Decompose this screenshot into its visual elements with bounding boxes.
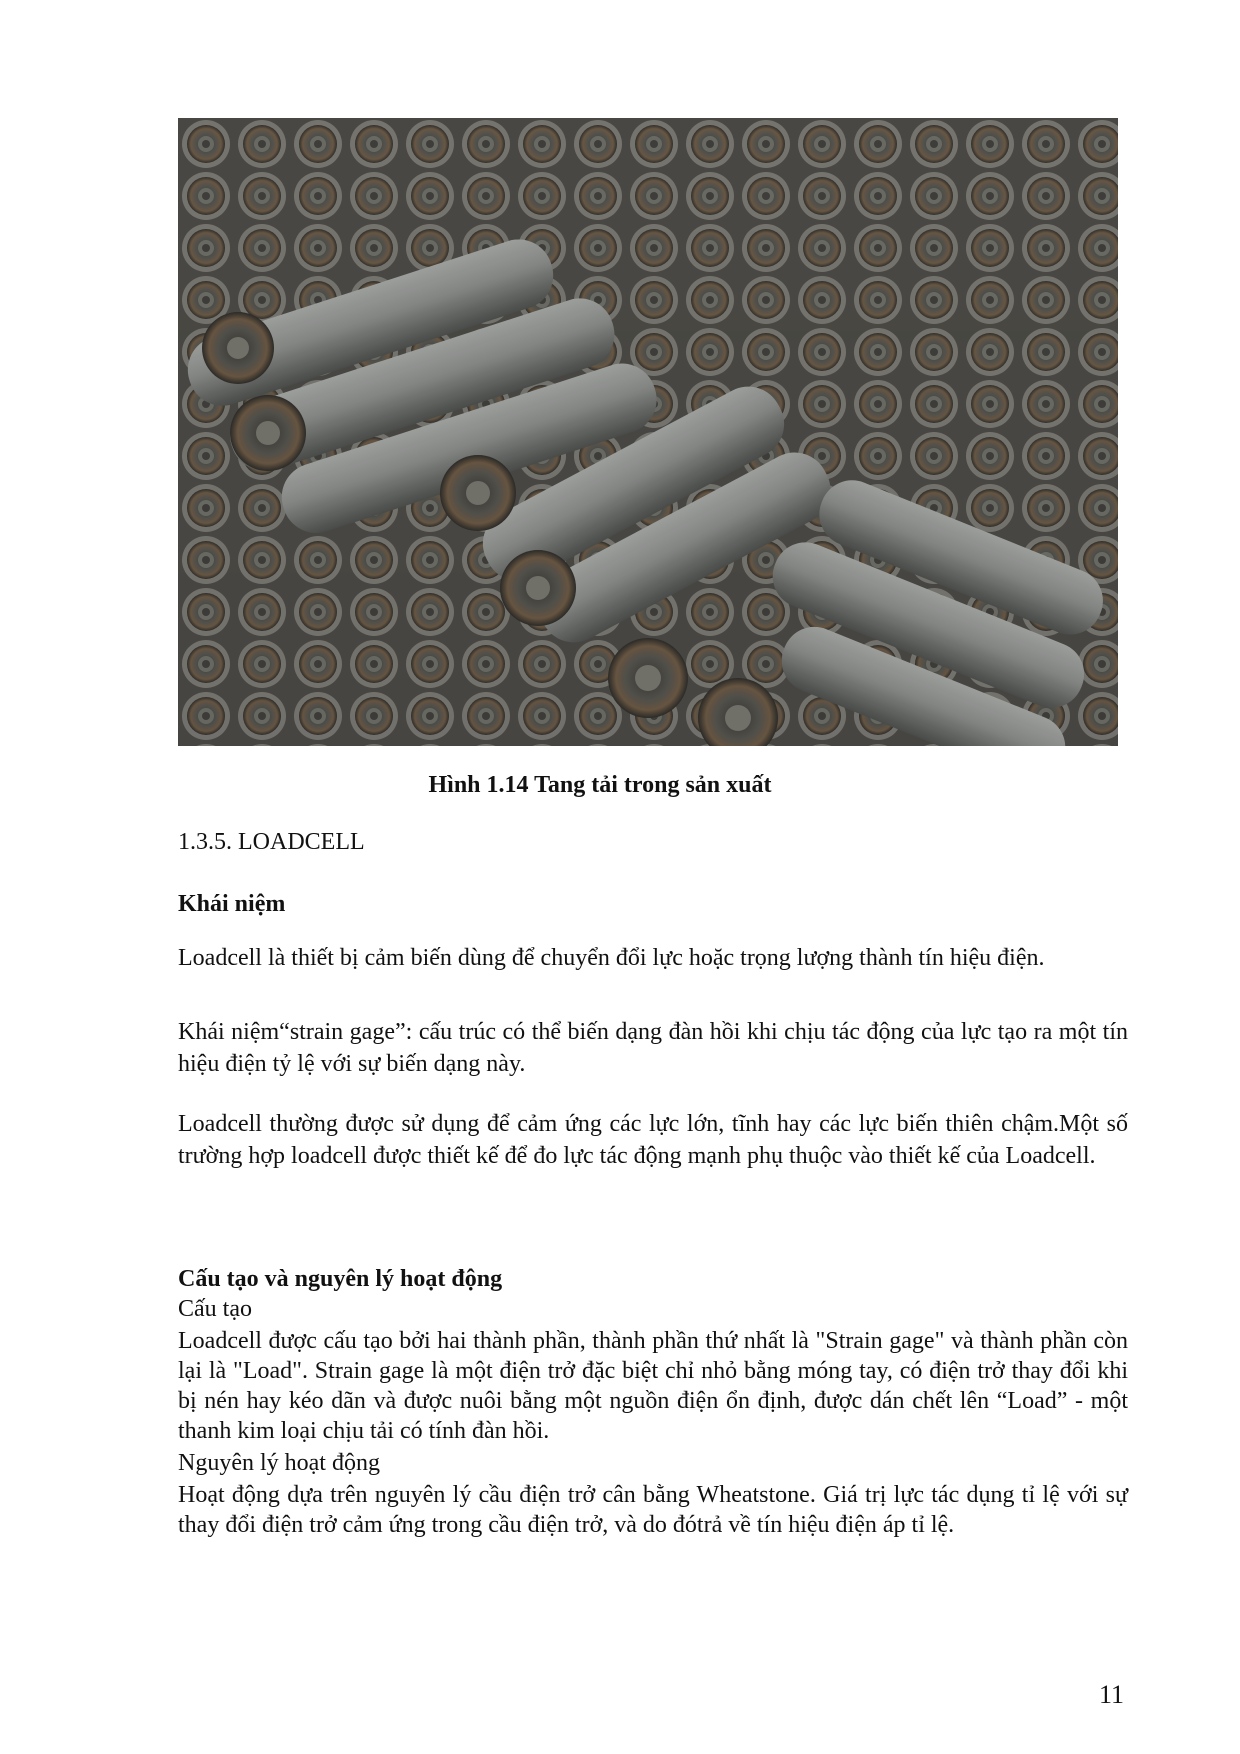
structure-paragraph: Loadcell được cấu tạo bởi hai thành phần, thành phần thứ nhất là "Strain gage" và thành phần còn lại là "Load". Strain gage là một điện trở đặc biệt chỉ nhỏ bằng móng tay, có điện trở thay đổi khi bị nén hay kéo dãn và được nuôi bằng một nguồn điện ổn định, được dán chết lên “Load” - một thanh kim loại chịu tải có tính đàn hồi. <box>178 1328 1128 1444</box>
concept-paragraph-1: Loadcell là thiết bị cảm biến dùng để chuyển đổi lực hoặc trọng lượng thành tín hiệu điện. <box>178 945 1045 971</box>
rollers-illustration <box>178 118 1118 746</box>
figure-photo-conveyor-rollers <box>178 118 1118 746</box>
structure-title: Cấu tạo và nguyên lý hoạt động <box>178 1266 503 1292</box>
concept-paragraph-2: Khái niệm“strain gage”: cấu trúc có thể biến dạng đàn hồi khi chịu tác động của lực tạo ra một tín hiệu điện tỷ lệ với sự biến dạng này. <box>178 1019 1128 1077</box>
figure-caption: Hình 1.14 Tang tải trong sản xuất <box>428 772 772 798</box>
section-heading: 1.3.5. LOADCELL <box>178 829 365 855</box>
concept-paragraph-3: Loadcell thường được sử dụng để cảm ứng các lực lớn, tĩnh hay các lực biến thiên chậm.Một số trường hợp loadcell được thiết kế để đo lực tác động mạnh phụ thuộc vào thiết kế của Loadcell. <box>178 1111 1128 1169</box>
page-number: 11 <box>1098 1680 1124 1709</box>
principle-label: Nguyên lý hoạt động <box>178 1450 380 1476</box>
principle-paragraph: Hoạt động dựa trên nguyên lý cầu điện trở cân bằng Wheatstone. Giá trị lực tác dụng tỉ lệ với sự thay đổi điện trở cảm ứng trong cầu điện trở, và do đótrả về tín hiệu điện áp tỉ lệ. <box>178 1482 1128 1538</box>
concept-title: Khái niệm <box>178 891 286 917</box>
structure-label: Cấu tạo <box>178 1296 252 1322</box>
